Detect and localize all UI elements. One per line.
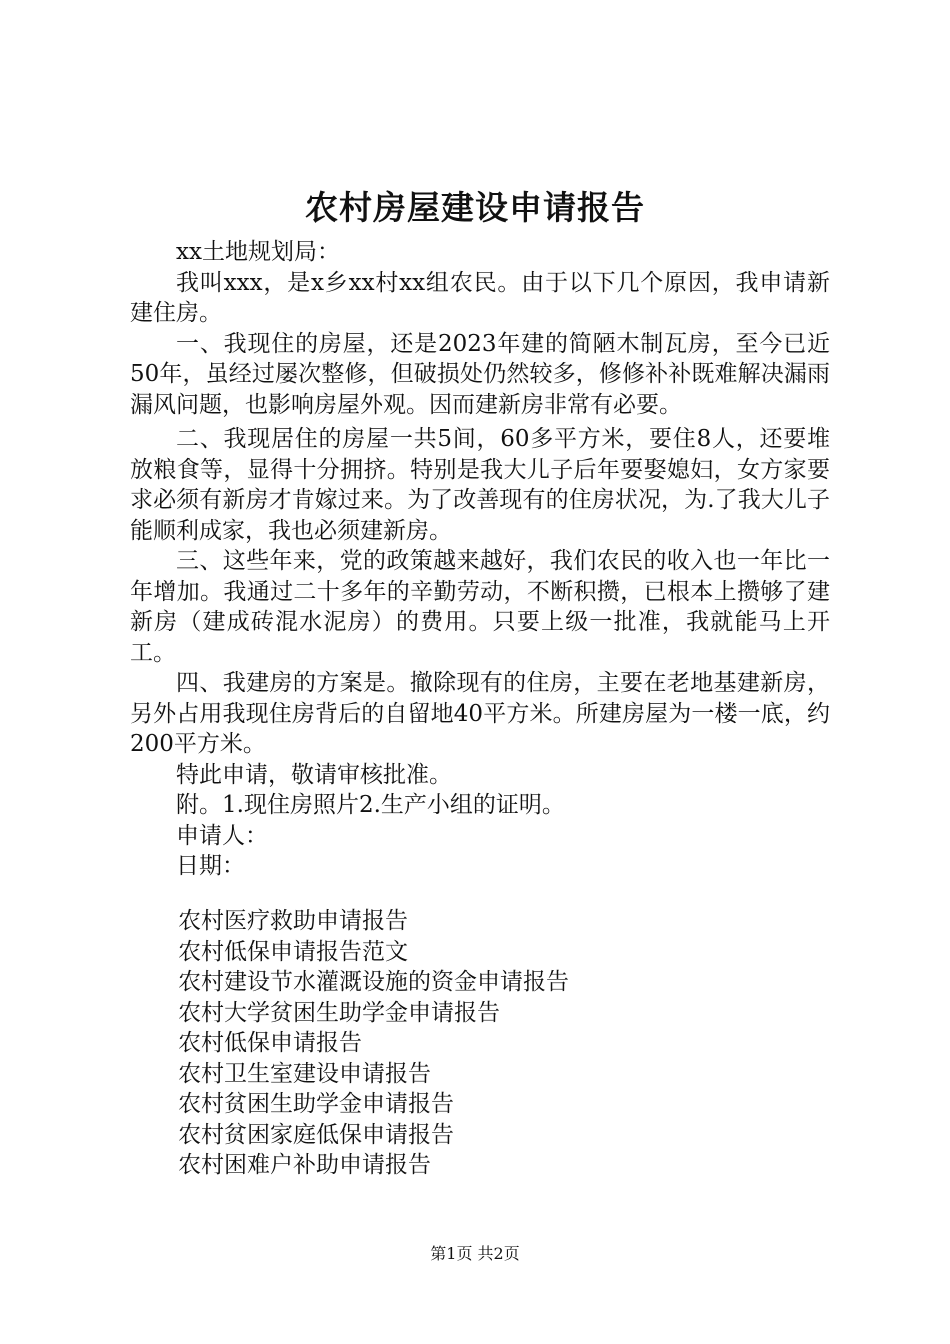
paragraph-plan: 四、我建房的方案是。撤除现有的住房，主要在老地基建新房，另外占用我现住房背后的自留地40平方米。所建房屋为一楼一底，约200平方米。 bbox=[130, 670, 830, 757]
applicant-label: 申请人： bbox=[176, 822, 268, 849]
attachments: 附。1.现住房照片2.生产小组的证明。 bbox=[176, 792, 565, 818]
list-item: 农村卫生室建设申请报告 bbox=[178, 1060, 431, 1087]
paragraph-intro: 我叫xxx，是x乡xx村xx组农民。由于以下几个原因，我申请新建住房。 bbox=[130, 269, 830, 326]
paragraph-reason-2: 二、我现居住的房屋一共5间，60多平方米，要住8人，还要堆放粮食等，显得十分拥挤。特别是我大儿子后年要娶媳妇，女方家要求必须有新房才肯嫁过来。为了改善现有的住房状况，为.了我大儿子能顺利成家，我也必须建新房。 bbox=[130, 426, 830, 544]
list-item: 农村低保申请报告范文 bbox=[178, 938, 408, 965]
salutation: xx土地规划局： bbox=[176, 239, 340, 265]
paragraph-reason-1: 一、我现住的房屋，还是2023年建的简陋木制瓦房，至今已近50年，虽经过屡次整修，但破损处仍然较多，修修补补既难解决漏雨漏风问题，也影响房屋外观。因而建新房非常有必要。 bbox=[130, 330, 830, 418]
list-item: 农村医疗救助申请报告 bbox=[178, 908, 408, 934]
list-item: 农村贫困生助学金申请报告 bbox=[178, 1091, 454, 1117]
list-item: 农村困难户补助申请报告 bbox=[178, 1152, 431, 1178]
page-footer: 第1页 共2页 bbox=[430, 1244, 520, 1263]
date-label: 日期： bbox=[176, 853, 245, 879]
list-item: 农村贫困家庭低保申请报告 bbox=[178, 1121, 454, 1148]
paragraph-reason-3: 三、这些年来，党的政策越来越好，我们农民的收入也一年比一年增加。我通过二十多年的辛勤劳动，不断积攒，已根本上攒够了建新房（建成砖混水泥房）的费用。只要上级一批准，我就能马上开工。 bbox=[130, 548, 830, 666]
closing-request: 特此申请，敬请审核批准。 bbox=[176, 761, 452, 788]
document-title: 农村房屋建设申请报告 bbox=[305, 188, 645, 227]
related-titles-list bbox=[178, 906, 569, 1181]
document-body bbox=[130, 237, 830, 882]
list-item: 农村低保申请报告 bbox=[178, 1030, 362, 1056]
list-item: 农村大学贫困生助学金申请报告 bbox=[178, 999, 500, 1026]
list-item: 农村建设节水灌溉设施的资金申请报告 bbox=[178, 969, 569, 995]
